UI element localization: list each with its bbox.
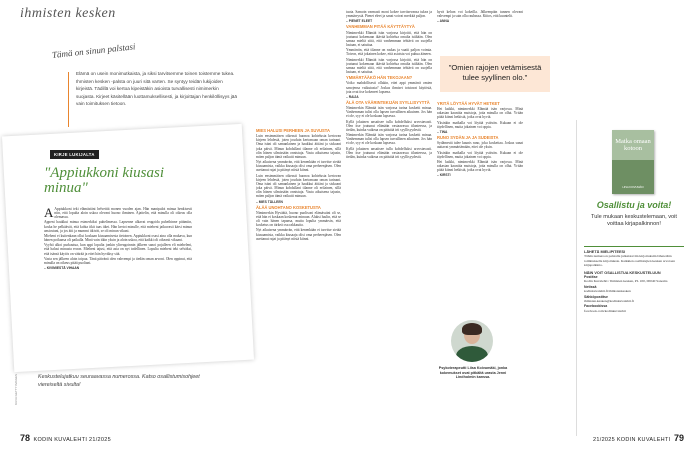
column-subheading: YMMÄRTÄÄKÖ HÄN TEKOJAAN?: [346, 75, 413, 81]
facebook-label: Facebookissa: [584, 304, 608, 309]
column-signature: – ANNA: [437, 19, 450, 24]
intro-script-title: Tämä on sinun palstasi: [51, 41, 136, 60]
column-paragraph: Nimimerkin Elämää isän varjossa tarina kosketti minua. Vanhemman tulisi olla lapsen turvallinen aikuinen. Jos hän ei ole, syy ei ole koskaan lapsessa.: [346, 133, 432, 146]
column-paragraph: Kyllä jokainen ansaitsee tulla kohdelluksi arvostavasti. Olen itse joutunut elämään vastaavassa tilanteessa, ja tiedän, kuinka vaikeaa on päästää irti syyllisyydestä.: [346, 119, 432, 132]
column-paragraph: Voiko mahdollisesti ollakin, ettei appi ymmärrä omien sanojensa vaikutusta? Joskus ihmiset toistavat käytöstä, jota ovat itse kokeneet lapsena.: [346, 81, 432, 94]
email-label: Sähköpostitse: [584, 294, 608, 299]
sidebar-info: [584, 250, 684, 396]
letter-body: [44, 207, 192, 357]
column-paragraph: Sydämestä tulee kaunis runo, joka koskettaa. Joskus sanat auttavat ymmärtämään, ettei ole yksin.: [437, 141, 523, 150]
column-paragraph: Yksinkin matkalla voi löytää ystävän. Kukaan ei ole täydellinen, mutta jokainen voi oppia.: [437, 150, 523, 159]
column-paragraph: Nimimerkki Elämää isän varjossa kirjoitti, että hän on joutunut kokemaan ikävää kohtelua omalta isältään. Olen samaa mieltä siitä, että vanhemman tehtävä on suojella lastaan, ei satuttaa.: [346, 57, 432, 75]
letter-paragraph: Appiukkoni teki elämästäni helvettiä monen vuoden ajan. Hän manipuloi minua henkisesti niin, että lopulta aloin uskoa olevani huono ihminen. Ajattelin, että minulla oli oikeus olla olemassa.: [54, 207, 192, 220]
email-link[interactable]: ihmisten.kesken@kodinkuvalehti.fi: [584, 299, 634, 304]
column-paragraph: hyvä kehon voi kokeilla. Jälkeenpäin tunnen olevani vahvempi ja sain olla rauhassa. Kiitos, että kuuntelit.: [437, 10, 523, 19]
column-4: [437, 100, 523, 314]
post-text: Kodin Kuvalehti / Ihmisten kesken, PL 100, 00040 Sanoma: [584, 279, 668, 284]
letter-title: "Appiukkoni kiusasi minua": [44, 165, 165, 196]
column-paragraph: Yksinkin matkalla voi löytää ystävän. Kukaan ei ole täydellinen, mutta jokainen voi oppia.: [437, 120, 523, 129]
net-label: Netissä: [584, 284, 597, 289]
column-subheading: YRITÄ LÖYTÄÄ HYVÄT HETKET: [437, 101, 500, 106]
footer-left: [20, 433, 111, 443]
book-cover: [612, 130, 654, 194]
winners-title: Osallistu ja voita!: [596, 200, 672, 210]
column-paragraph: Ymmärrän, että tilanne on raskas ja vaatii paljon voimia. Toivon, että jokainen kokee, että asioista voi puhua ääneen.: [346, 48, 432, 57]
column-paragraph: Nimimerkki Elämää isän varjossa kirjoitti, että hän on joutunut kokemaan ikävää kohtelua omalta isältään. Olen samaa mieltä siitä, että vanhemman tehtävä on suojella lastaan, ei satuttaa.: [346, 30, 432, 48]
magazine-issue-right: 21/2025 KODIN KUVALEHTI: [593, 437, 671, 443]
sidebar-heading: LÄHETÄ MIELIPITEESI: [584, 250, 626, 254]
drop-cap: A: [44, 207, 54, 220]
column-subheading: VANHEMMAN PITÄÄ KÄYTTÄYTYÄ: [346, 24, 415, 30]
column-2: [256, 127, 341, 437]
sidebar-paragraph: Tähän numeroon palstalle julkaistaviin kirjoituksiin lähetetään toimitukselle kirjoituksia. Kaikkien osallistujien kesken arvotaan kirjapalkinto.: [584, 254, 675, 268]
net-link[interactable]: kodinkuvalehti.fi/ihmistenkesken: [584, 289, 631, 294]
letter-paragraph: Vasta sen jälkeen aloin toipua. Tänä päivänä olen vahvempi ja tiedän oman arvoni. Olen oppinut, että minulla on oikeus pitää puoliani.: [44, 256, 192, 265]
magazine-issue-left: KODIN KUVALEHTI 21/2025: [33, 437, 111, 443]
footer-right: [593, 433, 684, 443]
section-header: ihmisten kesken: [20, 6, 116, 21]
closing-note: Keskustelujatkuu seuraavassa numerossa. Katso osallistumisohjeet viereiseltä sivulta!: [38, 374, 200, 389]
column-paragraph: Kyllä jokainen ansaitsee tulla kohdelluksi arvostavasti. Olen itse joutunut elämään vastaavassa tilanteessa, ja tiedän, kuinka vaikeaa on päästää irti syyllisyydestä.: [346, 146, 432, 159]
column-subheading: ÄLÄÄ UNOHTANO KOSKETUSTA: [256, 204, 321, 210]
letter-paragraph: Appeni haukkui minua esimerkiksi puhelimessa. Lapsenne alkavat reagoida puheihinne pitämiin, koska he pelkäävät, että kohta itkit taas itket. Hän kertoi minulle, että mieheni jatkuvasti kärsi minun ansiostani, ja jos äiti ja mummi itkivät, se oli minun vikani.: [44, 220, 192, 233]
column-signature: – MIES TÄLLEEN: [256, 199, 283, 204]
pull-quote: "Omien rajojen vetämisestä tulee syyllinen olo.": [440, 56, 550, 92]
photo-credit: KUVA GETTY IMAGES: [14, 373, 18, 405]
column-paragraph: Luin ensimmäisen oikeasti huonoa kohtelusta kertovan kirjeen lehdestä, joten jouduin kertomaan oman tarinani. Oma isäni oli samanlainen ja haukkui äitiäni ja siskoani joka päivä. Minun kohdallani tilanne oli erilainen, sillä olin hänen silmissään onnistuja. Vasta aikuisena tajusin, miten paljon tämä vaikutti minuun.: [256, 173, 341, 199]
column-signature: – RAIJA: [346, 94, 359, 99]
column-signature: – TINA: [437, 129, 448, 134]
portrait-body: [456, 346, 488, 362]
letter-paragraph: Mieheni ei kuitenkaan ollut koskaan kiusaamisesta tietoinen. Appiukkoni osasi aina olla mukava, kun hänen poikansa oli paikalla. Minä vain itkin yksin ja aloin uskoa, että kaikki oli oikeasti vikaani.: [44, 233, 192, 243]
facebook-link[interactable]: facebook.com/kodinkuvalehti: [584, 308, 626, 313]
column-signature: – PIENET ELEET: [346, 19, 373, 24]
intro-divider: [68, 72, 69, 127]
book-author: LIISA KOIVUMÄKI: [622, 186, 644, 189]
portrait-photo: [451, 320, 493, 362]
page-number-right: 79: [673, 433, 684, 443]
book-title: Matka omaan kotoon: [615, 138, 651, 152]
column-paragraph: Hei kaikki, nimimerkki Elämää isän varjossa. Minä rakastan kauniita muistoja, joita minulla on ollut. Yritän pitää kiinni hetkistä, jotka ovat hyviä.: [437, 107, 523, 120]
portrait-hair: [462, 323, 482, 335]
intro-text: Elämä on usein monimutkaista, ja siksi tarvitsemme toinen toistemme tukea. Ihmisten kesken -palsta on juuri sitä varten. Se syntyy teidän lukijoiden kirjeistä. Tädillä voi kertoa kipeistäkin asioista turvallisesti nimimerkin suojasta. Kirjeet käsitellään luottamuksellisesti, ja kirjoittajan henkilöllisyys jää vain toimituksen tietoon.: [76, 71, 238, 107]
column-paragraph: Nimimerkin Elämää isän varjossa tarina kosketti minua. Vanhemman tulisi olla lapsen turvallinen aikuinen. Jos hän ei ole, syy ei ole koskaan lapsessa.: [346, 106, 432, 119]
column-paragraph: Nyt aikuisena ymmärrän, että kenenkään ei tarvitse sietää kiusaamista, vaikka kiusaaja olisi oma perheenjäsen. Olen asettanut rajat ja pitänyt niistä kiinni.: [256, 160, 341, 173]
column-paragraph: Nimimerkin Hyväätä, huono puolisoni elämässäni oli se, että hän ei koskaan koskenut minuun. Aluksi luulin, että se oli vain hänen tapansa, mutta lopulta ymmärsin, että kosketus on tärkeä osa rakkautta.: [256, 210, 341, 228]
column-subheading: MIES HALUSI PERHEEN JA SUVUSTA: [256, 128, 330, 133]
post-label: Postitse: [584, 275, 598, 280]
page-number-left: 78: [20, 433, 31, 443]
sidebar-divider: [584, 246, 684, 247]
column-signature: – KIRSTI: [437, 173, 451, 178]
column-paragraph: Hei kaikki, nimimerkki Elämää isän varjossa. Minä rakastan kauniita muistoja, joita minulla on ollut. Yritän pitää kiinni hetkistä, jotka ovat hyviä.: [437, 159, 523, 173]
column-paragraph: Nyt aikuisena ymmärrän, että kenenkään ei tarvitse sietää kiusaamista, vaikka kiusaaja olisi oma perheenjäsen. Olen asettanut rajat ja pitänyt niistä kiinni.: [256, 228, 341, 241]
portrait-caption: Psykoterapeutti Liisa Koivumäki, jonka kokemukset ovat pitkältä urasta Jenni Lindholmin kanssa.: [438, 366, 508, 380]
column-paragraph: tuota. Samoin varmasti moni kokee tarvitsevansa tukea ja ymmärrystä. Pienet eleet ja sanat voivat merkitä paljon.: [346, 10, 432, 19]
winners-text: Tule mukaan keskustelemaan, voit voittaa kirjapalkinnon!: [591, 214, 677, 228]
column-3: [346, 10, 432, 438]
letter-signature: – KIVIMIESTÄ VIHAAN: [44, 266, 80, 271]
sidebar-heading: NÄIN VOIT OSALLISTUA KESKUSTELUUN: [584, 270, 661, 275]
column-subheading: RUNO SYDÄN JA JA SUDEISTA: [437, 135, 499, 141]
column-paragraph: Luin ensimmäisen oikeasti huonoa kohtelusta kertovan kirjeen lehdestä, joten jouduin kertomaan oman tarinani. Oma isäni oli samanlainen ja haukkui äitiäni ja siskoani joka päivä. Minun kohdallani tilanne oli erilainen, sillä olin hänen silmissään onnistuja. Vasta aikuisena tajusin, miten paljon tämä vaikutti minuun.: [256, 134, 341, 159]
letter-label: KIRJE LUKIJALTA: [50, 150, 99, 159]
letter-paragraph: Vyyhti alkoi purkautua, kun appi lopulta jonkin ylireagoinnin jälkeen sanoi pojalleen eli mieheleni, että halusi minusta eroon. Mieheni tajusi, että asia on nyt todellinen. Lopulta mieheni teki selväksi, että isänsä käytös on väärää ja ettei hän hyväksy sitä.: [44, 243, 192, 256]
column-subheading: ÄLÄ OTA VÄÄRINTEKIJÄN SYYLLISYYTTÄ: [346, 99, 430, 105]
